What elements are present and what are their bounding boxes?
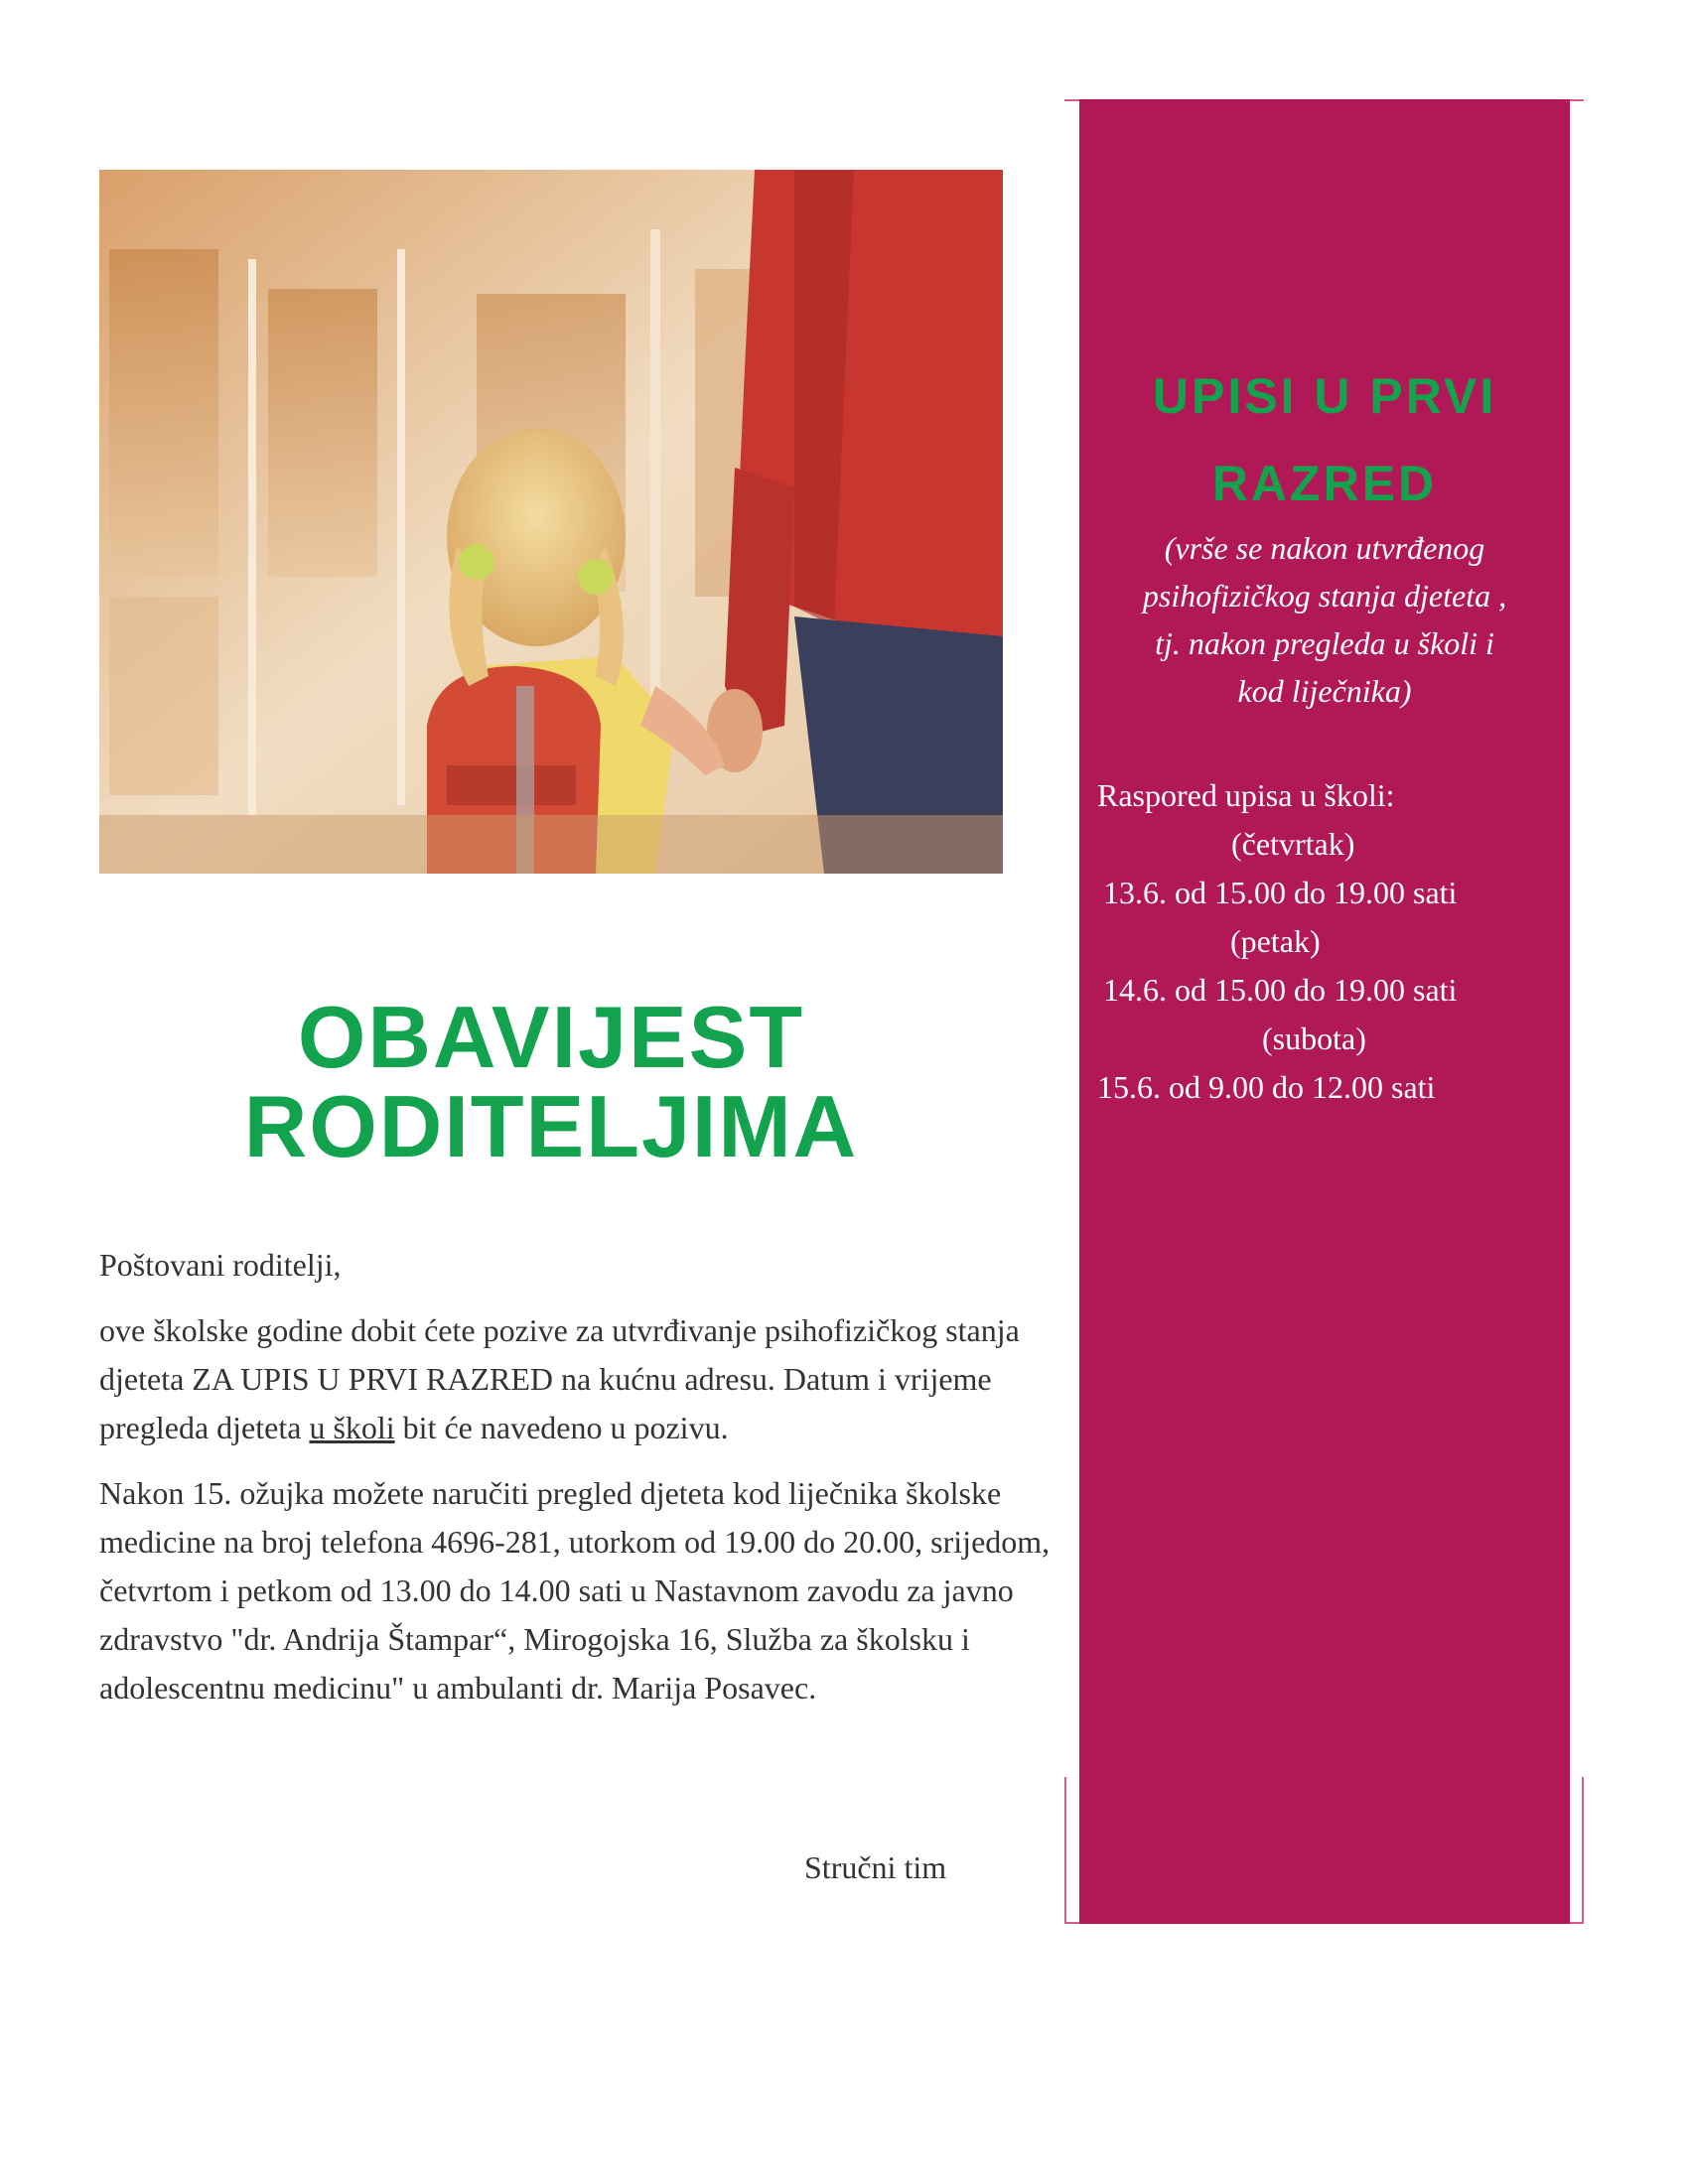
page-title bbox=[99, 988, 1003, 1175]
sidebar-title-line-2: RAZRED bbox=[1211, 456, 1438, 511]
greeting: Poštovani roditelji, bbox=[99, 1247, 342, 1283]
sidebar-note-line-2: psihofizičkog stanja djeteta , bbox=[1142, 578, 1507, 614]
paragraph-invitation bbox=[99, 1306, 1053, 1452]
schedule-day-1: (četvrtak) bbox=[1231, 826, 1355, 862]
schedule-time-3: 15.6. od 9.00 do 12.00 sati bbox=[1097, 1069, 1436, 1105]
sidebar-note-line-4: kod liječnika) bbox=[1237, 673, 1412, 709]
schedule-heading: Raspored upisa u školi: bbox=[1097, 777, 1395, 813]
letter-body bbox=[99, 1241, 1053, 1729]
schedule-time-1: 13.6. od 15.00 do 19.00 sati bbox=[1103, 875, 1458, 910]
frame-left-line bbox=[1064, 1777, 1066, 1924]
schedule-time-2: 14.6. od 15.00 do 19.00 sati bbox=[1103, 972, 1458, 1008]
paragraph-invitation-text-a: ove školske godine dobit ćete pozive za utvrđivanje psihofizičkog stanja djeteta ZA UPIS U PRVI RAZRED na kućnu adresu. Datum i vrijeme pregleda djeteta bbox=[99, 1312, 1020, 1445]
enrollment-schedule bbox=[1097, 771, 1554, 1112]
photo-illustration bbox=[99, 170, 1003, 874]
sidebar-title-line-1: UPISI U PRVI bbox=[1152, 368, 1497, 424]
signature: Stručni tim bbox=[804, 1849, 947, 1885]
sidebar-note-line-1: (vrše se nakon utvrđenog bbox=[1164, 530, 1485, 566]
paragraph-appointment: Nakon 15. ožujka možete naručiti pregled djeteta kod liječnika školske medicine na broj telefona 4696-281, utorkom od 19.00 do 20.00, srijedom, četvrtom i petkom od 13.00 do 14.00 sati u Nastavnom zavodu za javno zdravstvo "dr. Andrija Štampar“, Mirogojska 16, Služba za školsku i adolescentnu medicinu" u ambulanti dr. Marija Posavec. bbox=[99, 1475, 1051, 1706]
sidebar-note-line-3: tj. nakon pregleda u školi i bbox=[1155, 625, 1494, 661]
frame-right-line bbox=[1582, 1777, 1584, 1924]
parent-and-child-photo bbox=[99, 170, 1003, 874]
schedule-day-2: (petak) bbox=[1230, 923, 1321, 959]
title-line-1: OBAVIJEST bbox=[297, 988, 805, 1086]
sidebar-note bbox=[1079, 524, 1570, 715]
sidebar-title bbox=[1079, 352, 1570, 527]
underlined-u-skoli: u školi bbox=[309, 1410, 395, 1445]
schedule-day-3: (subota) bbox=[1262, 1021, 1366, 1056]
title-line-2: RODITELJIMA bbox=[243, 1077, 859, 1175]
paragraph-invitation-text-b: bit će navedeno u pozivu. bbox=[394, 1410, 729, 1445]
